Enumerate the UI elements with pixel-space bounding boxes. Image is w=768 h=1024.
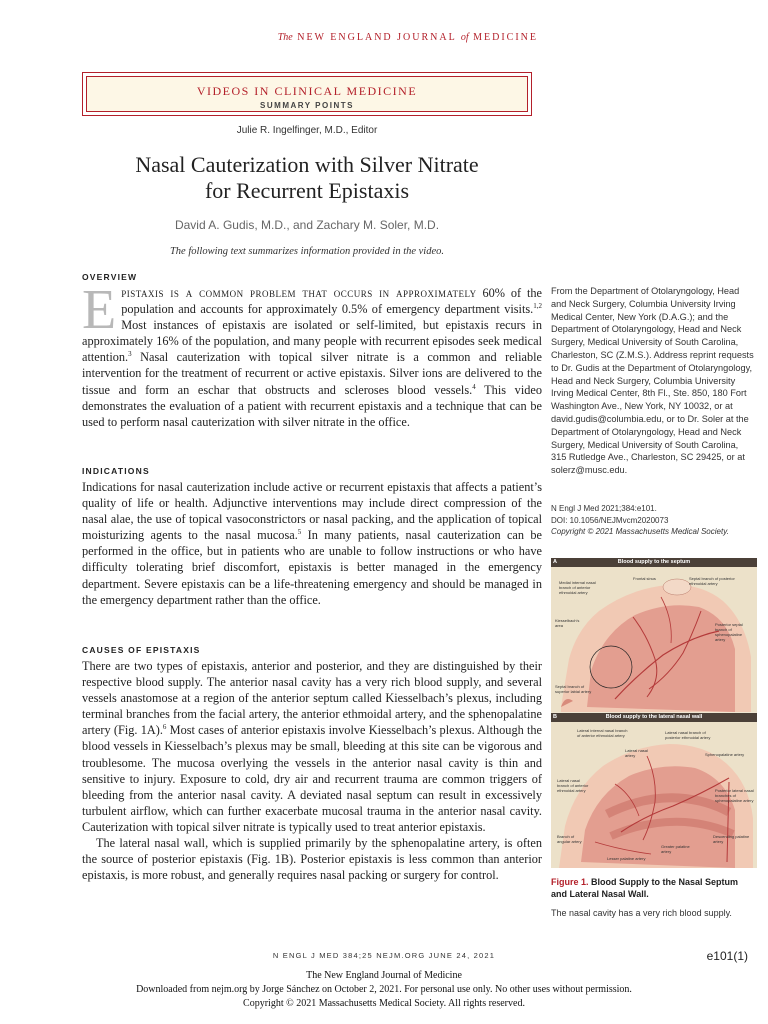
journal-footer: N ENGL J MED 384;25 NEJM.ORG JUNE 24, 2021 bbox=[272, 951, 496, 960]
dropcap: E bbox=[82, 279, 117, 341]
section-banner-inner bbox=[86, 76, 528, 112]
figure-panel-a-header bbox=[551, 558, 757, 567]
panel-b-title: Blood supply to the lateral nasal wall bbox=[605, 714, 703, 720]
overview-text-c: Nasal cauterization with topical silver nitrate is a common and reliable intervention for the treatment of recurrent or active epistaxis. Silver ions are delivered to the tissue and form an eschar that obstructs and scleroses blood vessels. bbox=[82, 350, 542, 397]
ref-sup: 3 bbox=[128, 350, 132, 359]
journal-header bbox=[0, 32, 768, 43]
citation-block bbox=[551, 503, 756, 538]
download-copyright: Copyright © 2021 Massachusetts Medical Society. All rights reserved. bbox=[243, 998, 525, 1009]
article-authors: David A. Gudis, M.D., and Zachary M. Soler, M.D. bbox=[174, 218, 440, 232]
fig-a-label-5: Posterior septal branch of sphenopalatine artery bbox=[715, 622, 743, 642]
journal-the: The bbox=[277, 32, 293, 43]
section-banner bbox=[82, 72, 532, 116]
ref-sup: 1,2 bbox=[533, 302, 542, 310]
fig-a-label-1: Medial internal nasal branch of anterior ethmoidal artery bbox=[559, 580, 596, 595]
page-number: e101(1) bbox=[706, 949, 748, 963]
download-notice: Downloaded from nejm.org by Jorge Sánchez on October 2, 2021. For personal use only. No other uses without permission. bbox=[136, 984, 632, 995]
causes-para2: The lateral nasal wall, which is supplied primarily by the sphenopalatine artery, is often the source of posterior epistaxis (Fig. 1B). Posterior epistaxis is less common than anterior epistaxis, is more robust, and generally requires nasal packing or surgery for control. bbox=[82, 836, 542, 883]
ref-sup: 5 bbox=[297, 528, 302, 537]
journal-name: NEW ENGLAND JOURNAL bbox=[297, 32, 457, 43]
ref-sup: 6 bbox=[162, 723, 167, 732]
overview-text-d: This video demonstrates the evaluation of a patient with recurrent epistaxis and a technique that can be used to perform nasal cauterization with silver nitrate in the office. bbox=[82, 382, 543, 429]
figure-title: Blood Supply to the Nasal Septum and Lateral Nasal Wall. bbox=[551, 877, 739, 899]
fig-b-label-6: Posterior lateral nasal branches of sphenopalatine artery bbox=[715, 788, 754, 803]
banner-title: VIDEOS IN CLINICAL MEDICINE bbox=[196, 84, 418, 98]
fig-b-label-4: Sphenopalatine artery bbox=[705, 752, 745, 757]
fig-b-label-5: Lateral nasal branch of anterior ethmoidal artery bbox=[557, 778, 589, 793]
article-title-line1: Nasal Cauterization with Silver Nitrate bbox=[135, 152, 479, 177]
copyright: Copyright © 2021 Massachusetts Medical Society. bbox=[551, 527, 729, 536]
figure-description: The nasal cavity has a very rich blood supply. bbox=[551, 908, 732, 918]
panel-a-label: A bbox=[553, 559, 557, 565]
article-title bbox=[82, 152, 532, 204]
figure-panel-b-header bbox=[551, 713, 757, 722]
download-journal: The New England Journal of Medicine bbox=[306, 970, 462, 981]
panel-b-label: B bbox=[553, 714, 557, 720]
doi: DOI: 10.1056/NEJMvcm2020073 bbox=[551, 515, 669, 525]
affiliations: From the Department of Otolaryngology, Head and Neck Surgery, Columbia University Irving Medical Center, New York (D.A.G.); and the Department of Otolaryngology, Head and Neck Surgery, Medical University of South Carolina, Charleston, SC (Z.M.S.). Address reprint requests to Dr. Gudis at the Department of Otolaryngology, Head and Neck Surgery, Columbia University Irving Medical Center, 8th Fl., Ste. 850, 180 Fort Washington Ave., New York, NY 10032, or at david.gudis@columbia.edu, or to Dr. Soler at the Department of Otolaryngology, Head and Neck Surgery, Medical University of South Carolina, 315 Rutledge Ave., Charleston, SC 29425, or at solerz@musc.edu. bbox=[551, 286, 754, 476]
figure-1 bbox=[551, 558, 757, 868]
indications-text-a: Indications for nasal cauterization include active or recurrent epistaxis that affects a patient’s quality of life or health. Adjunctive interventions may include direct compression of the nasal alae, the use of topical vasoconstrictors or nasal packing, and the application of topical moisturizing agents to the nasal mucosa. bbox=[82, 480, 542, 543]
fig-a-label-2: Frontal sinus bbox=[633, 576, 656, 581]
ref-sup: 4 bbox=[472, 382, 476, 391]
article-title-line2: for Recurrent Epistaxis bbox=[204, 178, 410, 203]
fig-b-label-8: Greater palatine artery bbox=[661, 844, 690, 854]
overview-text-b: Most instances of epistaxis are isolated or self-limited, but epistaxis recurs in approximately 16% of the population, and many people with recurrent episodes seek medical attention. bbox=[82, 318, 542, 365]
indications-heading: INDICATIONS bbox=[82, 466, 150, 476]
fig-b-label-3: Lateral nasal artery bbox=[625, 748, 648, 758]
overview-lead: pistaxis is a common problem that occurs in approximately bbox=[121, 286, 477, 300]
citation: N Engl J Med 2021;384:e101. bbox=[551, 504, 657, 513]
banner-subtitle: SUMMARY POINTS bbox=[260, 101, 354, 110]
fig-b-label-1: Lateral internal nasal branch of anterior ethmoidal artery bbox=[577, 728, 628, 738]
fig-a-label-3: Septal branch of posterior ethmoidal artery bbox=[689, 576, 735, 586]
fig-b-label-10: Descending palatine artery bbox=[713, 834, 750, 844]
overview-text bbox=[82, 279, 543, 430]
fig-b-label-9: Lesser palatine artery bbox=[607, 856, 646, 861]
journal-of: of bbox=[460, 32, 469, 43]
figure-label: Figure 1. bbox=[551, 877, 589, 887]
summary-note: The following text summarizes information provided in the video. bbox=[169, 246, 445, 257]
panel-a-title: Blood supply to the septum bbox=[617, 559, 691, 565]
indications-text bbox=[82, 479, 542, 608]
indications-text-b: In many patients, nasal cauterization can be performed in the office, but in patients who are unable to follow instructions or who have difficulty tolerating brief discomfort, epistaxis is better managed in the emergency department. Severe epistaxis can be a life-threatening emergency and should be managed in the emergency department rather than the office. bbox=[82, 528, 542, 607]
figure-caption bbox=[551, 876, 756, 900]
fig-a-label-6: Septal branch of superior labial artery bbox=[555, 684, 592, 694]
fig-b-label-7: Branch of angular artery bbox=[557, 834, 582, 844]
causes-text bbox=[82, 658, 542, 883]
fig-b-label-2: Lateral nasal branch of posterior ethmoidal artery bbox=[665, 730, 711, 740]
editor-line: Julie R. Ingelfinger, M.D., Editor bbox=[236, 125, 378, 136]
fig-a-label-4: Kiesselbach's area bbox=[555, 618, 580, 628]
overview-heading: OVERVIEW bbox=[82, 272, 138, 282]
causes-para1-b: Most cases of anterior epistaxis involve Kiesselbach’s plexus. Although the blood vessels in Kiesselbach’s plexus may be small, bleeding at this site can be vigorous and troublesome. The mucosa overlying the vessels in the anterior nasal cavity is thin and sensitive to injury. Exposure to cold, dry air and recurrent trauma are common triggers of bleeding from the anterior nasal cavity. A deviated nasal septum can result in excessively turbulent airflow, which can further exacerbate mucosal trauma in the anterior nasal cavity. Cauterization with topical silver nitrate is typically used to treat anterior epistaxis. bbox=[82, 723, 542, 834]
causes-heading: CAUSES OF EPISTAXIS bbox=[82, 645, 201, 655]
causes-para1-a: There are two types of epistaxis, anterior and posterior, and they are distinguished by their respective blood supply. The anterior nasal cavity has a very rich blood supply, and several vessels anastomose at a region of the anterior septum called Kiesselbach’s plexus, including terminal branches from the facial artery, the anterior ethmoidal artery, and the sphenopalatine artery (Fig. 1A). bbox=[82, 659, 542, 738]
overview-text-a: 60% of the population and accounts for approximately 0.5% of emergency department visits. bbox=[121, 286, 543, 317]
journal-medicine: MEDICINE bbox=[473, 32, 538, 43]
